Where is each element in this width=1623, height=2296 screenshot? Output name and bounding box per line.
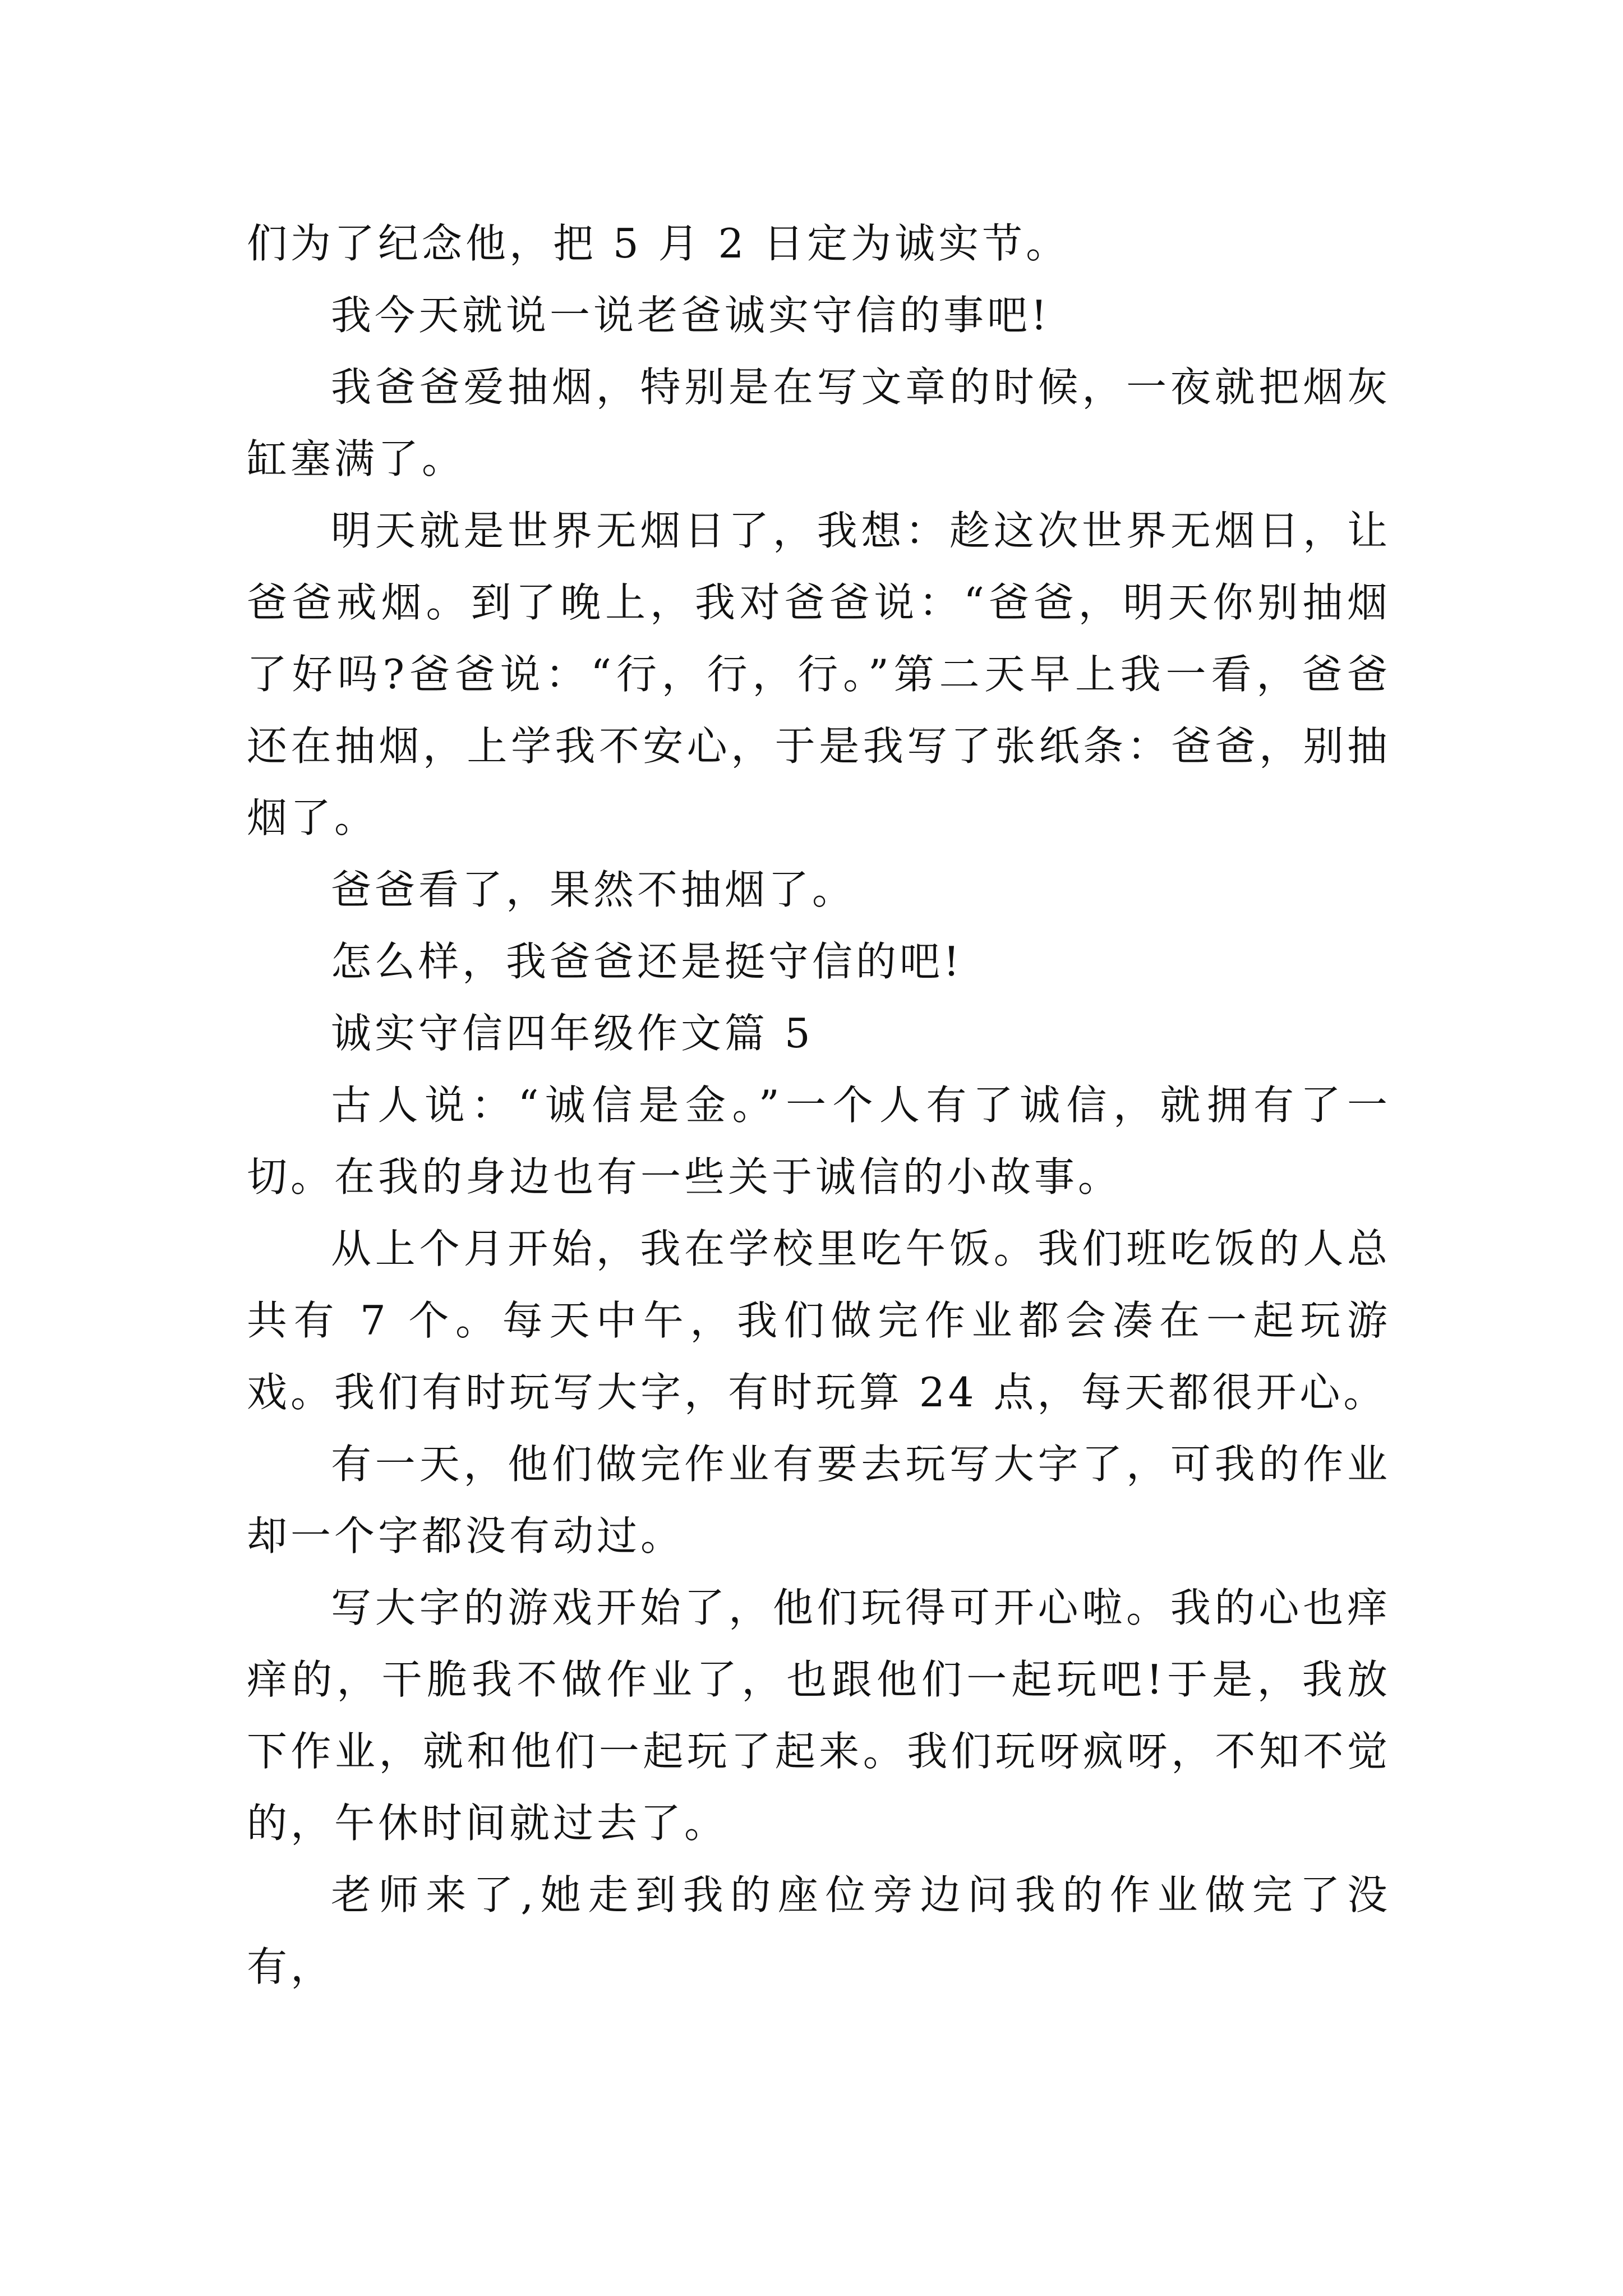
paragraph-12: 老师来了,她走到我的座位旁边问我的作业做完了没有， [247, 1871, 1391, 1990]
paragraph-1: 们为了纪念他，把 5 月 2 日定为诚实节。 [247, 220, 1070, 267]
document-body [247, 208, 1391, 2003]
paragraph-3: 我爸爸爱抽烟，特别是在写文章的时候，一夜就把烟灰缸塞满了。 [247, 364, 1391, 482]
paragraph-11: 写大字的游戏开始了，他们玩得可开心啦。我的心也痒痒的，干脆我不做作业了，也跟他们一起玩吧!于是，我放下作业，就和他们一起玩了起来。我们玩呀疯呀，不知不觉的，午休时间就过去了。 [247, 1584, 1391, 1847]
paragraph-4: 明天就是世界无烟日了，我想：趁这次世界无烟日，让爸爸戒烟。到了晚上，我对爸爸说：“爸爸，明天你别抽烟了好吗?爸爸说：“行，行，行。”第二天早上我一看，爸爸还在抽烟，上学我不安心，于是我写了张纸条：爸爸，别抽烟了。 [247, 507, 1391, 841]
paragraph-9: 从上个月开始，我在学校里吃午饭。我们班吃饭的人总共有 7 个。每天中午，我们做完作业都会凑在一起玩游戏。我们有时玩写大字，有时玩算 24 点，每天都很开心。 [247, 1225, 1391, 1416]
paragraph-8: 古人说：“诚信是金。”一个人有了诚信，就拥有了一切。在我的身边也有一些关于诚信的小故事。 [247, 1082, 1391, 1200]
paragraph-2: 我今天就说一说老爸诚实守信的事吧! [331, 292, 1050, 339]
paragraph-6: 怎么样，我爸爸还是挺守信的吧! [331, 938, 963, 985]
paragraph-5: 爸爸看了，果然不抽烟了。 [331, 866, 856, 913]
paragraph-10: 有一天，他们做完作业有要去玩写大字了，可我的作业却一个字都没有动过。 [247, 1441, 1391, 1559]
section-heading: 诚实守信四年级作文篇 5 [331, 1010, 814, 1057]
